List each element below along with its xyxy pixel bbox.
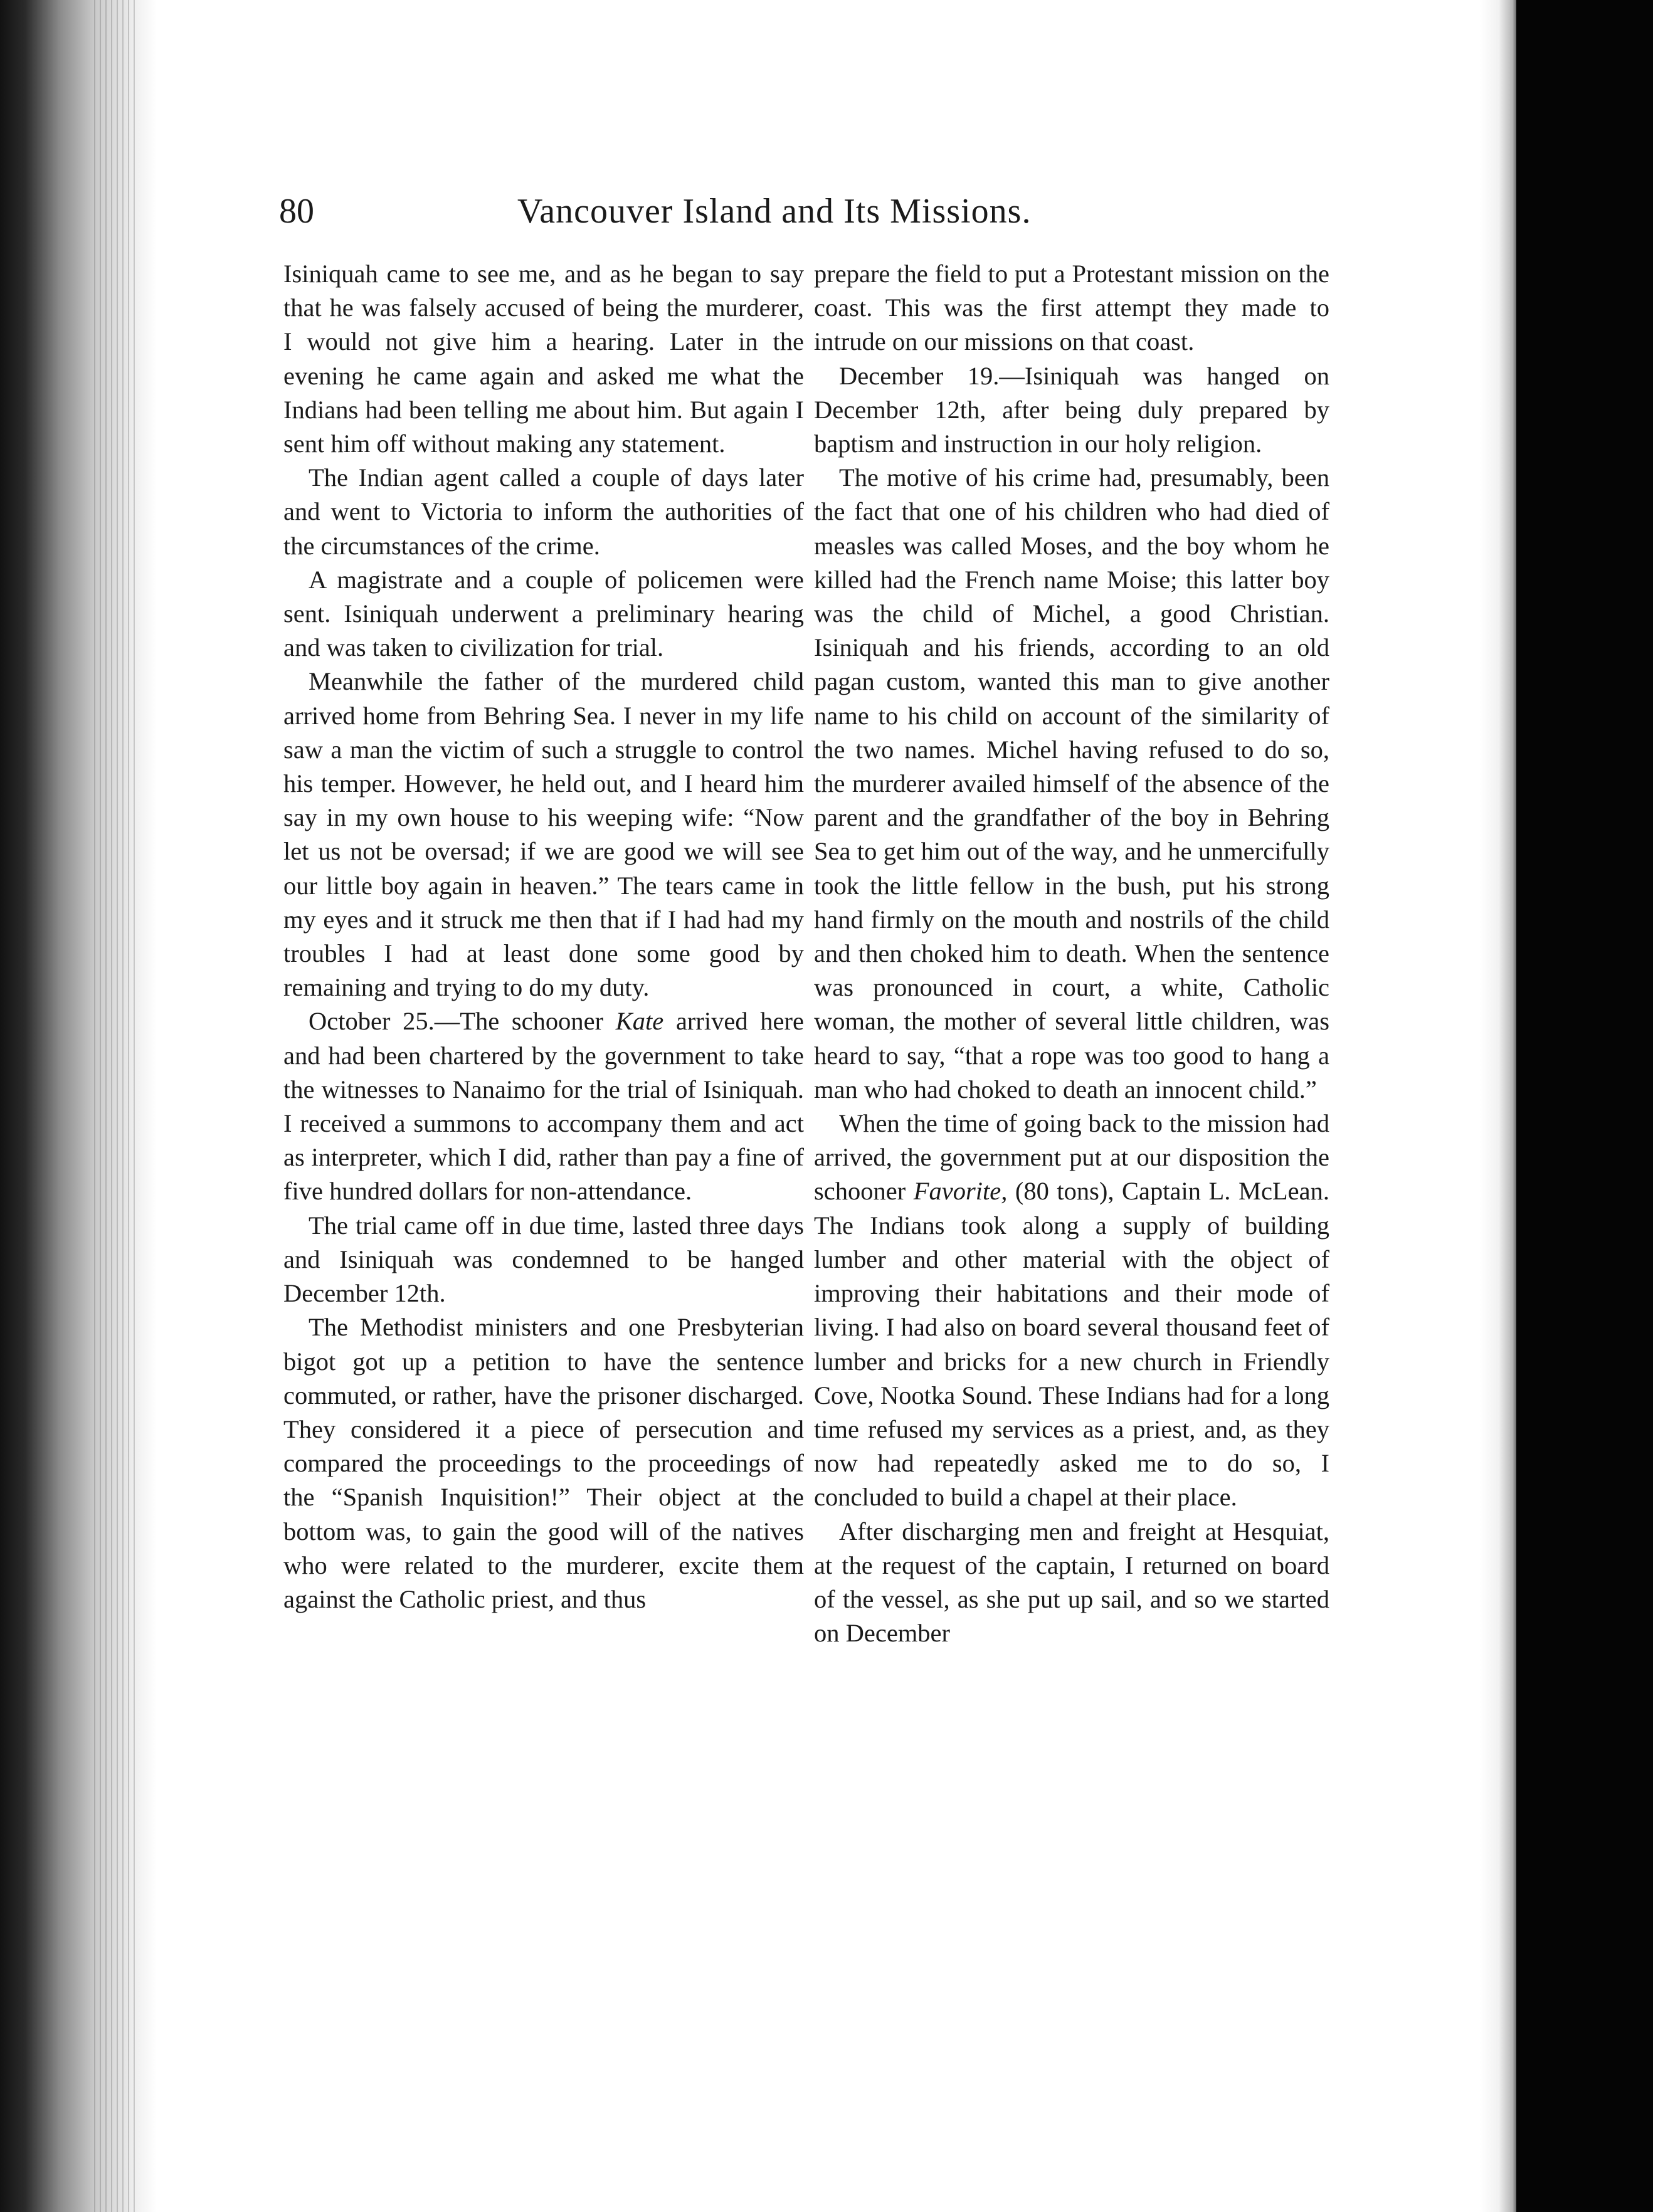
page-stack-edges: [94, 0, 138, 2212]
text-run: A magistrate and a couple of policemen were sent. Isiniquah underwent a preliminary hearing and was taken to civilization for trial.: [283, 565, 804, 662]
text-run: The trial came off in due time, lasted three days and Isiniquah was condemned to be hanged December 12th.: [283, 1211, 804, 1308]
paragraph: [814, 461, 1329, 1107]
text-run: The Methodist ministers and one Presbyterian bigot got up a petition to have the sentence commuted, or rather, have the prisoner discharged. They considered it a piece of persecution and compared the proceedings to the proceedings of the “Spanish Inquisition!” Their object at the bottom was, to gain the good will of the natives who were related to the murderer, excite them against the Catholic priest, and thus: [283, 1313, 804, 1613]
text-run: The motive of his crime had, presumably, been the fact that one of his children who had died of measles was called Moses, and the boy whom he killed had the French name Moise; this latter boy was the child of Michel, a good Christian. Isiniquah and his friends, according to an old pagan custom, wanted this man to give another name to his child on account of the similarity of the two names. Michel having refused to do so, the murderer availed himself of the absence of the parent and the grandfather of the boy in Behring Sea to get him out of the way, and he unmercifully took the little fellow in the bush, put his strong hand firmly on the mouth and nostrils of the child and then choked him to death. When the sentence was pronounced in court, a white, Catholic woman, the mother of several little children, was heard to say, “that a rope was too good to hang a man who had choked to death an innocent child.”: [814, 463, 1329, 1103]
text-run: When the time of going back to the mission had arrived, the government put at our disposition the schooner: [814, 1109, 1329, 1206]
paragraph: [814, 1515, 1329, 1651]
left-text-column: [283, 257, 804, 1616]
paragraph: [283, 665, 804, 1004]
text-run: After discharging men and freight at Hesquiat, at the request of the captain, I returned on board of the vessel, as she put up sail, and so we started on December: [814, 1517, 1329, 1648]
running-title: Vancouver Island and Its Missions.: [517, 192, 1032, 231]
paragraph: [283, 1004, 804, 1208]
continued-paragraph: [814, 257, 1329, 359]
page-number: 80: [279, 192, 314, 231]
text-run: Meanwhile the father of the murdered child arrived home from Behring Sea. I never in my life saw a man the victim of such a struggle to control his temper. However, he held out, and I heard him say in my own house to his weeping wife: “Now let us not be oversad; if we are good we will see our little boy again in heaven.” The tears came in my eyes and it struck me then that if I had had my troubles I had at least done some good by remaining and trying to do my duty.: [283, 667, 804, 1002]
paragraph: [814, 1107, 1329, 1514]
binding-gutter: [1480, 0, 1519, 2212]
text-run: October 25.—The schooner: [309, 1007, 616, 1036]
scan-right-edge: [1516, 0, 1653, 2212]
text-run: The Indian agent called a couple of days later and went to Victoria to inform the authorities of the circumstances of the crime.: [283, 463, 804, 560]
italic-text: Favorite,: [913, 1177, 1008, 1206]
paragraph: [283, 461, 804, 563]
text-run: prepare the field to put a Protestant mission on the coast. This was the first attempt they made to intrude on our missions on that coast.: [814, 260, 1329, 356]
paragraph: [283, 1310, 804, 1616]
text-run: arrived here and had been chartered by the government to take the witnesses to Nanaimo for the trial of Isiniquah. I received a summons to accompany them and act as interpreter, which I did, rather than pay a fine of five hundred dollars for non-attendance.: [283, 1007, 804, 1206]
italic-text: Kate: [615, 1007, 664, 1036]
paragraph: [283, 563, 804, 665]
right-text-column: [814, 257, 1329, 1650]
continued-paragraph: [283, 257, 804, 461]
text-run: (80 tons), Captain L. McLean. The Indians took along a supply of building lumber and other material with the object of improving their habitations and their mode of living. I had also on board several thousand feet of lumber and bricks for a new church in Friendly Cove, Nootka Sound. These Indians had for a long time refused my services as a priest, and, as they now had repeatedly asked me to do so, I concluded to build a chapel at their place.: [814, 1177, 1329, 1512]
paragraph: [814, 359, 1329, 461]
text-run: Isiniquah came to see me, and as he began to say that he was falsely accused of being the murderer, I would not give him a hearing. Later in the evening he came again and asked me what the Indians had been telling me about him. But again I sent him off without making any statement.: [283, 260, 804, 458]
page-header: [279, 183, 1094, 240]
paragraph: [283, 1209, 804, 1311]
text-run: December 19.—Isiniquah was hanged on December 12th, after being duly prepared by baptism and instruction in our holy religion.: [814, 361, 1329, 458]
